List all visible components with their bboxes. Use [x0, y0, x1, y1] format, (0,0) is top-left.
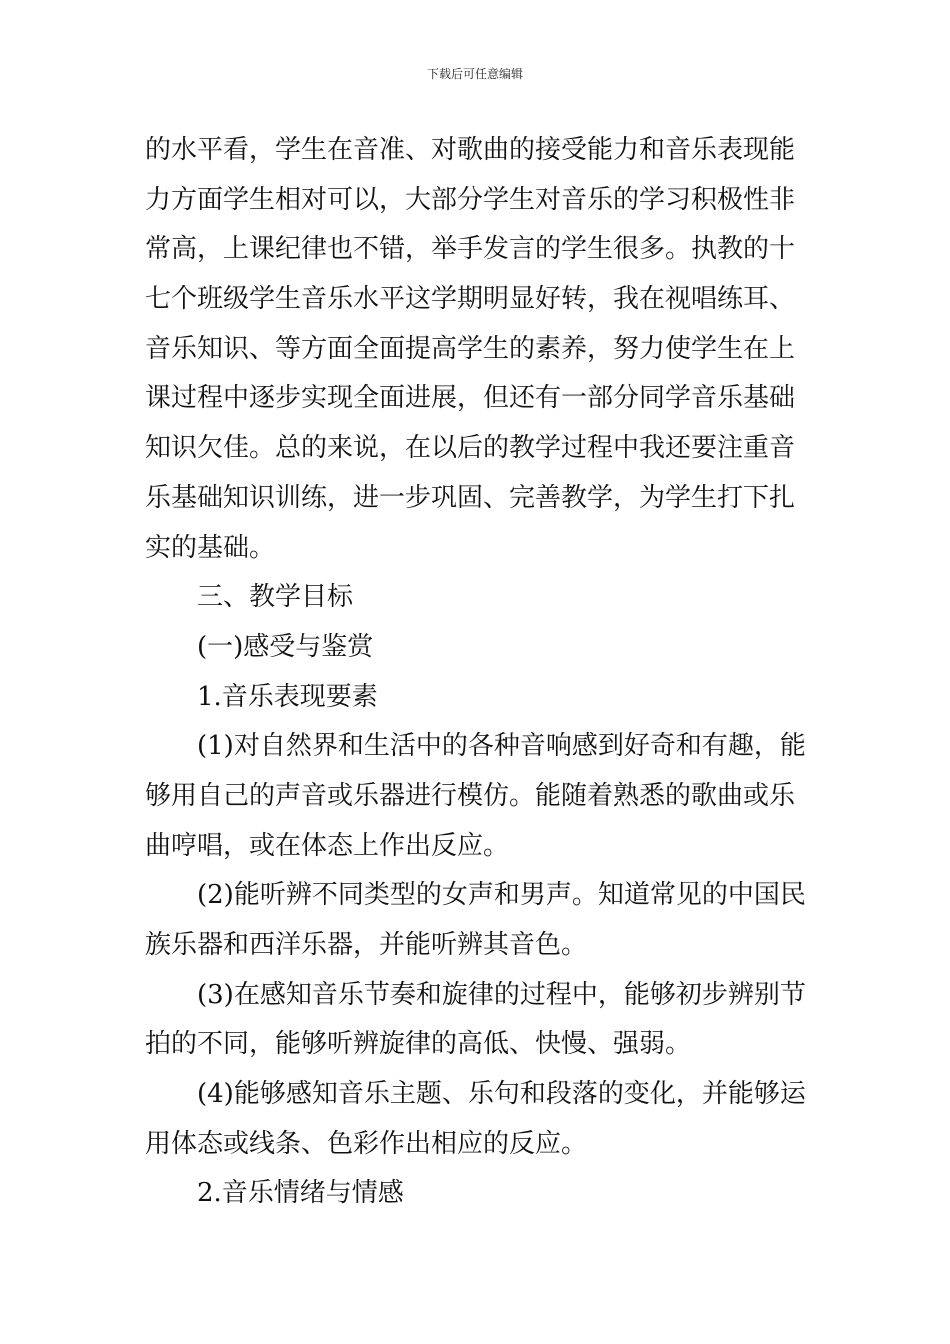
- text-line: (2)能听辨不同类型的女声和男声。知道常见的中国民: [197, 880, 806, 911]
- text-line: 三、教学目标: [197, 582, 354, 613]
- text-line: 2.音乐情绪与情感: [197, 1178, 404, 1209]
- text-line: 课过程中逐步实现全面进展，但还有一部分同学音乐基础: [145, 383, 796, 414]
- text-line: (一)感受与鉴赏: [197, 631, 374, 662]
- text-line: 乐基础知识训练，进一步巩固、完善教学，为学生打下扎: [145, 482, 796, 513]
- body-text: [145, 126, 810, 1219]
- text-line: (4)能够感知音乐主题、乐句和段落的变化，并能够运: [197, 1079, 806, 1110]
- text-line: 知识欠佳。总的来说，在以后的教学过程中我还要注重音: [145, 433, 796, 464]
- text-line: 音乐知识、等方面全面提高学生的素养，努力使学生在上: [145, 333, 796, 364]
- text-line: 1.音乐表现要素: [197, 681, 378, 712]
- text-line: (1)对自然界和生活中的各种音响感到好奇和有趣，能: [197, 731, 806, 762]
- text-line: 的水平看，学生在音准、对歌曲的接受能力和音乐表现能: [145, 135, 796, 165]
- text-line: 常高，上课纪律也不错，举手发言的学生很多。执教的十: [145, 234, 796, 265]
- text-line: (3)在感知音乐节奏和旋律的过程中，能够初步辨别节: [197, 979, 806, 1010]
- text-line: 实的基础。: [145, 532, 276, 563]
- text-line: 拍的不同，能够听辨旋律的高低、快慢、强弱。: [145, 1029, 692, 1060]
- text-line: 族乐器和西洋乐器，并能听辨其音色。: [145, 930, 588, 960]
- text-line: 够用自己的声音或乐器进行模仿。能随着熟悉的歌曲或乐: [145, 780, 796, 811]
- page-header: 下载后可任意编辑: [426, 67, 523, 81]
- text-line: 曲哼唱，或在体态上作出反应。: [145, 830, 510, 861]
- text-line: 力方面学生相对可以，大部分学生对音乐的学习积极性非: [145, 184, 796, 215]
- text-line: 七个班级学生音乐水平这学期明显好转，我在视唱练耳、: [145, 284, 796, 315]
- text-line: 用体态或线条、色彩作出相应的反应。: [145, 1128, 588, 1159]
